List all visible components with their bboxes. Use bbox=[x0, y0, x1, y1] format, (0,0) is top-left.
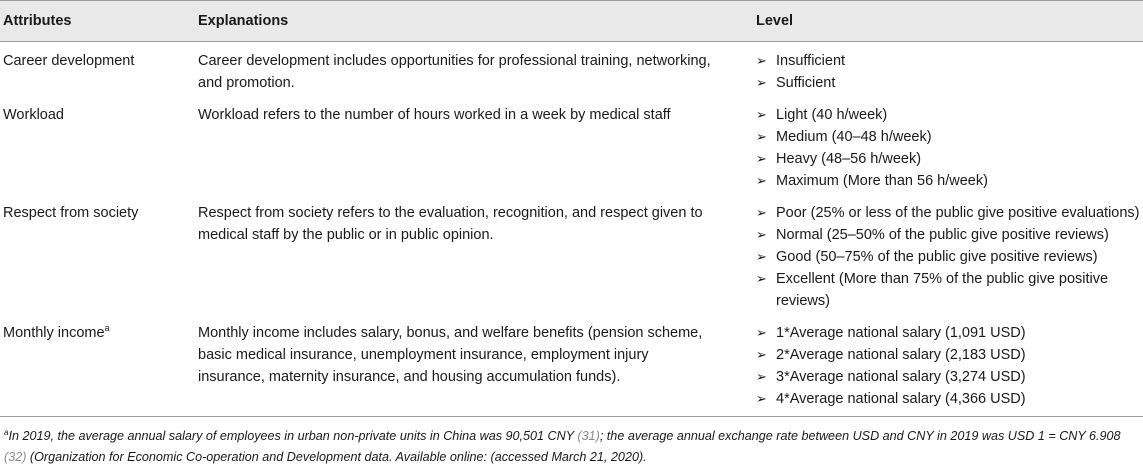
attribute-name: Career development bbox=[3, 53, 135, 69]
level-item bbox=[756, 72, 1142, 94]
explanation-cell bbox=[194, 314, 756, 417]
arrow-bullet-icon: ➢ bbox=[756, 75, 767, 90]
explanation-text: Workload refers to the number of hours worked in a week by medical staff bbox=[198, 107, 671, 123]
level-text: Heavy (48–56 h/week) bbox=[776, 151, 922, 167]
level-text: Good (50–75% of the public give positive reviews) bbox=[776, 249, 1098, 265]
level-cell bbox=[756, 194, 1143, 314]
explanation-cell bbox=[194, 96, 756, 194]
arrow-bullet-icon: ➢ bbox=[756, 227, 767, 242]
level-list bbox=[756, 50, 1142, 94]
header-level: Level bbox=[756, 1, 1143, 42]
arrow-bullet-icon: ➢ bbox=[756, 369, 767, 384]
level-item bbox=[756, 202, 1142, 224]
arrow-bullet-icon: ➢ bbox=[756, 271, 767, 286]
level-text: Medium (40–48 h/week) bbox=[776, 129, 932, 145]
level-text: Sufficient bbox=[776, 75, 836, 91]
attribute-cell bbox=[0, 194, 194, 314]
arrow-bullet-icon: ➢ bbox=[756, 151, 767, 166]
level-item bbox=[756, 268, 1142, 312]
level-list bbox=[756, 202, 1142, 312]
footnote-ref-31[interactable]: (31) bbox=[577, 429, 600, 443]
table-row bbox=[0, 96, 1143, 194]
level-text: 1*Average national salary (1,091 USD) bbox=[776, 325, 1026, 341]
level-item bbox=[756, 366, 1142, 388]
level-item bbox=[756, 148, 1142, 170]
attribute-name: Monthly income bbox=[3, 325, 105, 341]
level-list bbox=[756, 322, 1142, 410]
level-text: Excellent (More than 75% of the public give positive reviews) bbox=[776, 271, 1109, 309]
level-item bbox=[756, 170, 1142, 192]
arrow-bullet-icon: ➢ bbox=[756, 249, 767, 264]
header-attributes: Attributes bbox=[0, 1, 194, 42]
explanation-cell bbox=[194, 42, 756, 97]
level-cell bbox=[756, 42, 1143, 97]
table-header bbox=[0, 1, 1143, 42]
header-row bbox=[0, 1, 1143, 42]
explanation-text: Respect from society refers to the evaluation, recognition, and respect given to medical staff by the public or in public opinion. bbox=[198, 205, 703, 243]
level-text: Poor (25% or less of the public give positive evaluations) bbox=[776, 205, 1140, 221]
level-text: 3*Average national salary (3,274 USD) bbox=[776, 369, 1026, 385]
attribute-cell bbox=[0, 314, 194, 417]
level-item bbox=[756, 224, 1142, 246]
arrow-bullet-icon: ➢ bbox=[756, 173, 767, 188]
explanation-cell bbox=[194, 194, 756, 314]
level-text: 2*Average national salary (2,183 USD) bbox=[776, 347, 1026, 363]
table-footnote bbox=[4, 426, 1139, 468]
explanation-text: Career development includes opportunities for professional training, networking, and promotion. bbox=[198, 53, 711, 91]
table-row bbox=[0, 314, 1143, 417]
footnote-mark: a bbox=[4, 427, 9, 437]
arrow-bullet-icon: ➢ bbox=[756, 205, 767, 220]
footnote-text-1: In 2019, the average annual salary of employees in urban non-private units in China was 90,501 CNY bbox=[8, 429, 578, 443]
level-item bbox=[756, 104, 1142, 126]
footnote-text-3: (Organization for Economic Co-operation and Development data. Available online: (accessed March 21, 2020). bbox=[26, 450, 647, 464]
level-list bbox=[756, 104, 1142, 192]
arrow-bullet-icon: ➢ bbox=[756, 107, 767, 122]
arrow-bullet-icon: ➢ bbox=[756, 325, 767, 340]
arrow-bullet-icon: ➢ bbox=[756, 347, 767, 362]
header-explanations: Explanations bbox=[194, 1, 756, 42]
level-item bbox=[756, 388, 1142, 410]
attribute-cell bbox=[0, 42, 194, 97]
level-text: Insufficient bbox=[776, 53, 846, 69]
footnote-text-2: ; the average annual exchange rate between USD and CNY in 2019 was USD 1 = CNY 6.908 bbox=[599, 429, 1121, 443]
arrow-bullet-icon: ➢ bbox=[756, 53, 767, 68]
level-cell bbox=[756, 314, 1143, 417]
arrow-bullet-icon: ➢ bbox=[756, 391, 767, 406]
arrow-bullet-icon: ➢ bbox=[756, 129, 767, 144]
level-text: Maximum (More than 56 h/week) bbox=[776, 173, 988, 189]
attribute-name: Workload bbox=[3, 107, 64, 123]
level-item bbox=[756, 126, 1142, 148]
footnote-ref-32[interactable]: (32) bbox=[4, 450, 27, 464]
level-cell bbox=[756, 96, 1143, 194]
table-row bbox=[0, 42, 1143, 97]
table-row bbox=[0, 194, 1143, 314]
level-text: 4*Average national salary (4,366 USD) bbox=[776, 391, 1026, 407]
attribute-name: Respect from society bbox=[3, 205, 139, 221]
level-item bbox=[756, 322, 1142, 344]
attribute-cell bbox=[0, 96, 194, 194]
level-item bbox=[756, 344, 1142, 366]
table-body bbox=[0, 42, 1143, 417]
explanation-text: Monthly income includes salary, bonus, and welfare benefits (pension scheme, basic medical insurance, unemployment insurance, employment injury insurance, maternity insurance, and housing accumulation funds). bbox=[198, 325, 703, 385]
attribute-footnote-mark: a bbox=[104, 323, 110, 334]
level-item bbox=[756, 246, 1142, 268]
level-item bbox=[756, 50, 1142, 72]
level-text: Light (40 h/week) bbox=[776, 107, 888, 123]
level-text: Normal (25–50% of the public give positive reviews) bbox=[776, 227, 1109, 243]
